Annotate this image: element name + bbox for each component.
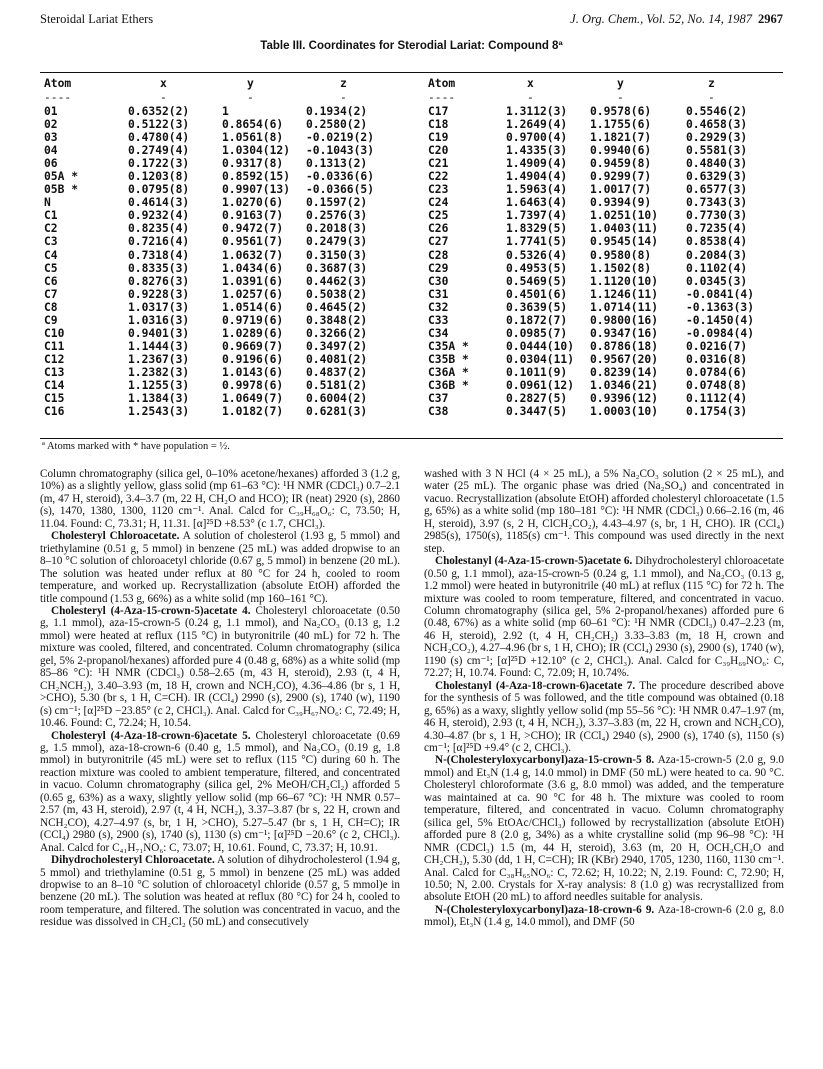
- z-cell: 0.2018(3): [306, 222, 368, 236]
- x-cell: 0.4501(6): [506, 287, 568, 301]
- z-cell: -0.0219(2): [306, 131, 375, 145]
- dash-z-left: -: [340, 91, 347, 104]
- z-cell: 0.1112(4): [686, 392, 748, 406]
- x-cell: 0.1722(3): [128, 157, 190, 171]
- y-cell: 0.9299(7): [590, 170, 652, 184]
- dash-atom-left: ----: [44, 91, 72, 104]
- atom-cell: C10: [44, 326, 65, 340]
- x-cell: 1.4335(3): [506, 144, 568, 158]
- x-cell: 0.4953(5): [506, 261, 568, 275]
- z-cell: -0.0366(5): [306, 183, 375, 197]
- y-cell: 0.8592(15): [222, 170, 291, 184]
- x-cell: 0.7216(4): [128, 235, 190, 249]
- atom-cell: C15: [44, 392, 65, 406]
- atom-cell: C14: [44, 378, 65, 392]
- x-cell: 0.5469(5): [506, 274, 568, 288]
- x-cell: 0.0985(7): [506, 326, 568, 340]
- y-cell: 0.9317(8): [222, 157, 284, 171]
- atom-cell: C20: [428, 144, 449, 158]
- header-atom-left: Atom: [44, 77, 72, 90]
- atom-cell: C32: [428, 300, 449, 314]
- y-cell: 1.1755(6): [590, 118, 652, 132]
- atom-cell: C27: [428, 235, 449, 249]
- atom-cell: C35B *: [428, 352, 469, 366]
- y-cell: 1.0304(12): [222, 144, 291, 158]
- x-cell: 0.5326(4): [506, 248, 568, 262]
- x-cell: 0.9401(3): [128, 326, 190, 340]
- x-cell: 0.8276(3): [128, 274, 190, 288]
- atom-cell: C38: [428, 405, 449, 419]
- atom-cell: C3: [44, 235, 58, 249]
- x-cell: 0.1011(9): [506, 365, 568, 379]
- atom-cell: C18: [428, 118, 449, 132]
- z-cell: 0.4837(2): [306, 365, 368, 379]
- x-cell: 0.3447(5): [506, 405, 568, 419]
- compound-heading: Cholesteryl Chloroacetate.: [51, 530, 180, 543]
- page-number: 2967: [758, 12, 783, 26]
- atom-cell: C19: [428, 131, 449, 145]
- dash-x-right: -: [527, 91, 534, 104]
- atom-cell: 05A *: [44, 170, 79, 184]
- atom-cell: C33: [428, 313, 449, 327]
- y-cell: 1.0391(6): [222, 274, 284, 288]
- table-footnote: ª Atoms marked with * have population = ½.: [42, 441, 230, 452]
- y-cell: 1.0346(21): [590, 378, 659, 392]
- atom-cell: C36B *: [428, 378, 469, 392]
- y-cell: 0.9978(6): [222, 378, 284, 392]
- x-cell: 0.2749(4): [128, 144, 190, 158]
- y-cell: 0.9580(8): [590, 248, 652, 262]
- z-cell: 0.3687(3): [306, 261, 368, 275]
- x-cell: 0.9228(3): [128, 287, 190, 301]
- y-cell: 0.9545(14): [590, 235, 659, 249]
- atom-cell: C6: [44, 274, 58, 288]
- left-z-column: [306, 105, 374, 418]
- x-cell: 0.4780(4): [128, 131, 190, 145]
- paragraph-text: Dihydrocholesteryl chloroacetate (0.50 g, 1.1 mmol), aza-15-crown-5 (0.24 g, 1.1 mmol), and Na₂CO₃ (0.13 g, 1.2 mmol) were heated in butyronitrile (40 mL) at reflux (115 °C) for 72 h. The mixture was cooled to room temperature, filtered, and concentrated in vacuo. Column chromatography (silica gel, 5% 2-propanol/hexanes) afforded pure 6 (0.48, 67%) as a white solid (mp 60–61 °C): ¹H NMR (CDCl₃) 0.47–2.23 (m, 46 H, steroid), 2.92 (t, 4 H, CH₂CH₂) 3.33–3.83 (m, 18 H, crown and NCH₂CO₂), 4.27–4.96 (br s, 1 H, CHO); IR (CCl₄) 2930 (s), 2900 (s), 1740 (w), 1190 (s) cm⁻¹; [α]²⁵D +12.10° (c 2, CHCl₃). Anal. Calcd for C₃₉H₆₉NO₆: C, 72.27; H, 10.74. Found: C, 72.09; H, 10.74%.: [424, 555, 785, 680]
- z-cell: 0.1313(2): [306, 157, 368, 171]
- x-cell: 0.0795(8): [128, 183, 190, 197]
- y-cell: 1.0017(7): [590, 183, 652, 197]
- left-x-column: [128, 105, 189, 418]
- y-cell: 0.9561(7): [222, 235, 284, 249]
- atom-cell: C8: [44, 300, 58, 314]
- atom-cell: C1: [44, 209, 58, 223]
- x-cell: 1.1255(3): [128, 378, 190, 392]
- z-cell: -0.1450(4): [686, 313, 755, 327]
- compound-heading: Cholesteryl (4-Aza-18-crown-6)acetate 5.: [51, 729, 251, 742]
- y-cell: 1.0251(10): [590, 209, 659, 223]
- x-cell: 1.2649(4): [506, 118, 568, 132]
- z-cell: 0.3266(2): [306, 326, 368, 340]
- x-cell: 1.4904(4): [506, 170, 568, 184]
- atom-cell: C4: [44, 248, 58, 262]
- atom-cell: 02: [44, 118, 58, 132]
- y-cell: 1: [222, 105, 229, 118]
- x-cell: 0.8335(3): [128, 261, 190, 275]
- coordinates-table: [40, 60, 783, 463]
- atom-cell: 04: [44, 144, 58, 158]
- compound-heading: N-(Cholesteryloxycarbonyl)aza-15-crown-5 8.: [435, 754, 655, 767]
- z-cell: 0.6281(3): [306, 405, 368, 419]
- running-header: [40, 12, 783, 32]
- z-cell: 0.7235(4): [686, 222, 748, 236]
- y-cell: 1.1502(8): [590, 261, 652, 275]
- y-cell: 1.0561(8): [222, 131, 284, 145]
- y-cell: 0.8654(6): [222, 118, 284, 132]
- header-y-left: y: [247, 77, 254, 90]
- z-cell: 0.0784(6): [686, 365, 748, 379]
- z-cell: 0.4081(2): [306, 352, 368, 366]
- paragraph-text: Cholesteryl chloroacetate (0.50 g, 1.1 mmol), aza-15-crown-5 (0.24 g, 1.1 mmol), and Na₂CO₃ (0.13 g, 1.2 mmol) were heated at reflux (115 °C) in butyronitrile (40 mL) for 72 h. The mixture was cooled, filtered, and concentrated. Column chromatography (silica gel, 5% 2-propanol/hexanes) afforded pure 4 (0.48 g, 68%) as a white solid (mp 85–86 °C): ¹H NMR (CDCl₃) 0.58–2.65 (m, 43 H, steroid), 2.93 (t, 4 H, CH₂NCH₂), 3.40–3.93 (m, 18 H, crown and NCH₂CO), 4.36–4.86 (br s, 1 H, >CHO), 5.30 (br s, 1 H, C=CH). IR (CCl₄) 2990 (s), 2900 (s), 1740 (w), 1190 (s) cm⁻¹; [α]²⁵D −23.85° (c 2, CHCl₃). Anal. Calcd for C₃₉H₆₇NO₆: C, 72.49; H, 10.46. Found: C, 72.24; H, 10.54.: [40, 604, 400, 730]
- body-paragraph: [424, 754, 784, 903]
- y-cell: 0.9394(9): [590, 196, 652, 210]
- z-cell: 0.5546(2): [686, 105, 748, 118]
- x-cell: 1.0316(3): [128, 313, 190, 327]
- z-cell: 0.6329(3): [686, 170, 748, 184]
- x-cell: 1.5963(4): [506, 183, 568, 197]
- atom-cell: C5: [44, 261, 58, 275]
- y-cell: 0.9396(12): [590, 392, 659, 406]
- header-x-left: x: [160, 77, 167, 90]
- y-cell: 1.0143(6): [222, 365, 284, 379]
- x-cell: 0.0961(12): [506, 378, 575, 392]
- compound-heading: Cholestanyl (4-Aza-15-crown-5)acetate 6.: [435, 555, 633, 568]
- z-cell: 0.4840(3): [686, 157, 748, 171]
- atom-cell: C12: [44, 352, 65, 366]
- atom-cell: C9: [44, 313, 58, 327]
- running-title: Steroidal Lariat Ethers: [40, 12, 154, 26]
- atom-cell: 06: [44, 157, 58, 171]
- paragraph-text: Cholesteryl chloroacetate (0.69 g, 1.5 mmol), aza-18-crown-6 (0.40 g, 1.5 mmol), and Na₂CO₃ (0.19 g, 1.8 mmol) in butyronitrile (45 mL) were set to reflux (115 °C) during 60 h. The reaction mixture was cooled to ambient temperature, filtered, and concentrated in vacuo. Column chromatography (silica gel, 2% MeOH/CH₂Cl₂) afforded 5 (0.65 g, 63%) as a waxy, slightly yellow solid (mp 66–67 °C): ¹H NMR 0.57–2.57 (m, 43 H, steroid), 2.97 (t, 4 H, NCH₂), 3.37–3.87 (br s, 22 H, crown and NCH₂CO), 4.27–4.97 (s, br, 1 H, >CHO), 5.27–5.47 (br s, 1 H, CH=C); IR (CCl₄) 2980 (s), 2900 (s), 1740 (s), 1130 (s) cm⁻¹; [α]²⁵D −20.6° (c 2, CHCl₃). Anal. Calcd for C₄₁H₇₁NO₆: C, 73.07; H, 10.61. Found, C, 73.37; H, 10.91.: [40, 729, 400, 854]
- x-cell: 1.2543(3): [128, 405, 190, 419]
- y-cell: 1.0514(6): [222, 300, 284, 314]
- atom-cell: C17: [428, 105, 449, 118]
- z-cell: 0.4658(3): [686, 118, 748, 132]
- body-paragraph: [40, 530, 400, 605]
- x-cell: 1.0317(3): [128, 300, 190, 314]
- y-cell: 0.9800(16): [590, 313, 659, 327]
- y-cell: 1.0270(6): [222, 196, 284, 210]
- x-cell: 1.3112(3): [506, 105, 568, 118]
- header-y-right: y: [617, 77, 624, 90]
- y-cell: 0.9669(7): [222, 339, 284, 353]
- z-cell: 0.0216(7): [686, 339, 748, 353]
- body-paragraph: [40, 605, 400, 730]
- y-cell: 1.0649(7): [222, 392, 284, 406]
- header-atom-right: Atom: [428, 77, 456, 90]
- x-cell: 1.2382(3): [128, 365, 190, 379]
- paragraph-text: Aza-18-crown-6 (2.0 g, 8.0 mmol), Et₃N (1.4 g, 14.0 mmol), and DMF (50: [424, 903, 784, 929]
- atom-cell: C30: [428, 274, 449, 288]
- y-cell: 1.1120(10): [590, 274, 659, 288]
- body-paragraph: [424, 904, 784, 929]
- y-cell: 1.0289(6): [222, 326, 284, 340]
- paragraph-text: Column chromatography (silica gel, 0–10% acetone/hexanes) afforded 3 (1.2 g, 10%) as a slightly yellow, glass solid (mp 61–63 °C): ¹H NMR (CDCl₃) 0.7–2.1 (m, 47 H, steroid), 3.4–3.7 (m, 22 H, CH₂O and HCO); IR (neat) 2920 (s), 2860 (s), 1470, 1380, 1300, 1120 cm⁻¹. Anal. Calcd for C₃₉H₆₈O₆: C, 73.50; H, 11.04. Found: C, 73.31; H, 11.31. [α]²⁵D +8.53° (c 1.7, CHCl₃).: [40, 468, 400, 530]
- atom-cell: C37: [428, 392, 449, 406]
- table-caption: Table III. Coordinates for Sterodial Lariat: Compound 8ª: [260, 40, 563, 52]
- x-cell: 0.7318(4): [128, 248, 190, 262]
- z-cell: 0.6004(2): [306, 392, 368, 406]
- x-cell: 0.4614(3): [128, 196, 190, 210]
- x-cell: 0.6352(2): [128, 105, 190, 118]
- body-paragraph: [424, 680, 784, 755]
- atom-cell: C7: [44, 287, 58, 301]
- x-cell: 0.1872(7): [506, 313, 568, 327]
- y-cell: 0.9472(7): [222, 222, 284, 236]
- atom-cell: C34: [428, 326, 449, 340]
- z-cell: 0.5581(3): [686, 144, 748, 158]
- dash-y-right: -: [617, 91, 624, 104]
- dash-x-left: -: [160, 91, 167, 104]
- atom-cell: C23: [428, 183, 449, 197]
- table-top-rule: [40, 72, 783, 73]
- y-cell: 1.0003(10): [590, 405, 659, 419]
- z-cell: 0.1102(4): [686, 261, 748, 275]
- y-cell: 0.9907(13): [222, 183, 291, 197]
- x-cell: 0.0304(11): [506, 352, 575, 366]
- z-cell: -0.1363(3): [686, 300, 755, 314]
- dash-y-left: -: [247, 91, 254, 104]
- y-cell: 0.9347(16): [590, 326, 659, 340]
- x-cell: 1.2367(3): [128, 352, 190, 366]
- x-cell: 0.5122(3): [128, 118, 190, 132]
- right-y-column: [590, 105, 658, 418]
- y-cell: 1.0714(11): [590, 300, 659, 314]
- z-cell: 0.3848(2): [306, 313, 368, 327]
- atom-cell: C28: [428, 248, 449, 262]
- paragraph-text: A solution of cholesterol (1.93 g, 5 mmol) and triethylamine (0.51 g, 5 mmol) in benzene (25 mL) was added dropwise to an 8–10 °C solution of chloroacetyl chloride (0.67 g, 5 mmol) in benzene (20 mL). The solution was heated under reflux at 80 °C for 24 h, cooled to room temperature, and worked up. Recrystallization (absolute EtOH) afforded the title compound (1.53 g, 66%) as a white solid (mp 160–161 °C).: [40, 530, 401, 605]
- x-cell: 1.4909(4): [506, 157, 568, 171]
- z-cell: 0.3150(3): [306, 248, 368, 262]
- right-atom-column: [428, 105, 469, 418]
- paragraph-text: A solution of dihydrocholesterol (1.94 g, 5 mmol) and triethylamine (0.51 g, 5 mmol) in benzene (25 mL) was added dropwise to an 8–10 °C solution of chloroacetyl chloride (0.57 g, 5 mmol)e in benzene (20 mL). The solution was heated at reflux (80 °C) for 24 h, cooled to room temperature, and filtered. The solution was concentrated in vacuo, and the residue was dissolved in CH₂Cl₂ (50 mL) and consecutively: [40, 854, 401, 929]
- x-cell: 1.7741(5): [506, 235, 568, 249]
- y-cell: 0.8239(14): [590, 365, 659, 379]
- y-cell: 0.8786(18): [590, 339, 659, 353]
- atom-cell: C2: [44, 222, 58, 236]
- atom-cell: C25: [428, 209, 449, 223]
- body-paragraph: [424, 555, 784, 680]
- left-y-column: [222, 105, 290, 418]
- dash-z-right: -: [708, 91, 715, 104]
- x-cell: 0.1203(8): [128, 170, 190, 184]
- z-cell: 0.2929(3): [686, 131, 748, 145]
- dash-atom-right: ----: [428, 91, 456, 104]
- x-cell: 1.8329(5): [506, 222, 568, 236]
- atom-cell: C29: [428, 261, 449, 275]
- atom-cell: C16: [44, 405, 65, 419]
- atom-cell: C26: [428, 222, 449, 236]
- z-cell: -0.0984(4): [686, 326, 755, 340]
- compound-heading: N-(Cholesteryloxycarbonyl)aza-18-crown-6 9.: [435, 903, 655, 916]
- y-cell: 0.9567(20): [590, 352, 659, 366]
- atom-cell: C35A *: [428, 339, 469, 353]
- x-cell: 0.9700(4): [506, 131, 568, 145]
- right-x-column: [506, 105, 574, 418]
- x-cell: 1.7397(4): [506, 209, 568, 223]
- atom-cell: C13: [44, 365, 65, 379]
- atom-cell: N: [44, 196, 51, 210]
- y-cell: 1.1246(11): [590, 287, 659, 301]
- right-text-column: [424, 468, 784, 929]
- body-paragraph: [40, 468, 400, 530]
- y-cell: 0.9163(7): [222, 209, 284, 223]
- x-cell: 0.3639(5): [506, 300, 568, 314]
- y-cell: 1.0434(6): [222, 261, 284, 275]
- header-z-right: z: [708, 77, 715, 90]
- z-cell: 0.5038(2): [306, 287, 368, 301]
- body-paragraph: [424, 468, 784, 555]
- x-cell: 0.8235(4): [128, 222, 190, 236]
- z-cell: 0.3497(2): [306, 339, 368, 353]
- journal-name: J. Org. Chem., Vol. 52, No. 14, 1987: [570, 12, 752, 26]
- x-cell: 0.0444(10): [506, 339, 575, 353]
- atom-cell: 01: [44, 105, 58, 118]
- z-cell: 0.7343(3): [686, 196, 748, 210]
- atom-cell: 05B *: [44, 183, 79, 197]
- compound-heading: Dihydrocholesteryl Chloroacetate.: [51, 854, 215, 867]
- body-paragraph: [40, 854, 400, 929]
- y-cell: 1.1821(7): [590, 131, 652, 145]
- z-cell: -0.0336(6): [306, 170, 375, 184]
- z-cell: 0.4462(3): [306, 274, 368, 288]
- z-cell: 0.1597(2): [306, 196, 368, 210]
- z-cell: 0.4645(2): [306, 300, 368, 314]
- x-cell: 0.2827(5): [506, 392, 568, 406]
- z-cell: 0.6577(3): [686, 183, 748, 197]
- atom-cell: C36A *: [428, 365, 469, 379]
- compound-heading: Cholestanyl (4-Aza-18-crown-6)acetate 7.: [435, 679, 636, 692]
- y-cell: 0.9940(6): [590, 144, 652, 158]
- y-cell: 0.9719(6): [222, 313, 284, 327]
- z-cell: 0.2580(2): [306, 118, 368, 132]
- atom-cell: C31: [428, 287, 449, 301]
- z-cell: 0.0345(3): [686, 274, 748, 288]
- paragraph-text: The procedure described above for the synthesis of 5 was followed, and the title compound was obtained (0.18 g, 65%) as a waxy, slightly yellow solid (mp 55–56 °C): ¹H NMR 0.47–1.97 (m, 46 H, steroid), 2.93 (t, 4 H, NCH₂), 3.37–3.83 (m, 22 H, crown and NCH₂CO), 4.30–4.87 (br s, 1 H, >CHO); IR (CCl₄) 2940 (s), 2900 (s), 1740 (s), 1150 (s) cm⁻¹; [α]²⁵D +9.4° (c 2, CHCl₃).: [424, 679, 784, 754]
- paragraph-text: Aza-15-crown-5 (2.0 g, 9.0 mmol) and Et₃N (1.4 g, 14.0 mmol) in DMF (50 mL) were heated to ca. 90 °C. Cholesteryl chloroformate (3.6 g, 8.0 mmol) was added, and the temperature was maintained at ca. 90 °C for 48 h. The mixture was cooled to room temperature, filtered, and concentrated in vacuo. Column chromatography (silica gel, 5% EtOAc/CHCl₃) followed by recrystallization (absolute EtOH) afforded pure 8 (2.0 g, 34%) as a white crystalline solid (mp 96–98 °C): ¹H NMR (CDCl₃) 1.5 (m, 44 H, steroid), 3.63 (m, 20 H, OCH₂CH₂O and CH₂CH₂), 5.30 (dd, 1 H, C=CH); IR (KBr) 2940, 1705, 1230, 1160, 1130 cm⁻¹. Anal. Calcd for C₃₈H₆₅NO₆: C, 72.62; H, 10.22; N, 2.19. Found: C, 72.90; H, 10.50; N, 2.00. Crystals for X-ray analysis: 8 (1.0 g) was recrystallized from absolute EtOH (20 mL) to afford needles suitable for analysis.: [424, 754, 784, 904]
- y-cell: 1.0182(7): [222, 405, 284, 419]
- paragraph-text: washed with 3 N HCl (4 × 25 mL), a 5% Na₂CO₃ solution (2 × 25 mL), and water (25 mL). The organic phase was dried (Na₂SO₄) and concentrated in vacuo. Recrystallization (absolute EtOH) afforded cholesteryl chloroacetate (1.5 g, 65%) as a white solid (mp 180–181 °C): ¹H NMR (CDCl₃) 0.66–2.16 (m, 46 H, steroid), 3.97 (s, 2 H, ClCH₂CO₂), 4.43–4.97 (s, br, 1 H, CHO). IR (CCl₄) 2985(s), 1750(s), 1185(s) cm⁻¹. This compound was used directly in the next step.: [424, 468, 784, 555]
- left-atom-column: [44, 105, 78, 418]
- y-cell: 0.9459(8): [590, 157, 652, 171]
- z-cell: 0.7730(3): [686, 209, 748, 223]
- z-cell: 0.5181(2): [306, 378, 368, 392]
- x-cell: 1.1384(3): [128, 392, 190, 406]
- z-cell: 0.2576(3): [306, 209, 368, 223]
- z-cell: -0.0841(4): [686, 287, 755, 301]
- y-cell: 1.0257(6): [222, 287, 284, 301]
- z-cell: 0.1934(2): [306, 105, 368, 118]
- atom-cell: C24: [428, 196, 449, 210]
- atom-cell: C22: [428, 170, 449, 184]
- z-cell: -0.1043(3): [306, 144, 375, 158]
- table-bottom-rule: [40, 438, 783, 439]
- z-cell: 0.2479(3): [306, 235, 368, 249]
- body-paragraph: [40, 730, 400, 855]
- journal-citation: [570, 12, 783, 27]
- compound-heading: Cholesteryl (4-Aza-15-crown-5)acetate 4.: [51, 604, 251, 617]
- y-cell: 1.0403(11): [590, 222, 659, 236]
- atom-cell: C21: [428, 157, 449, 171]
- z-cell: 0.2084(3): [686, 248, 748, 262]
- z-cell: 0.1754(3): [686, 405, 748, 419]
- z-cell: 0.8538(4): [686, 235, 748, 249]
- x-cell: 1.6463(4): [506, 196, 568, 210]
- z-cell: 0.0316(8): [686, 352, 748, 366]
- atom-cell: C11: [44, 339, 65, 353]
- x-cell: 1.1444(3): [128, 339, 190, 353]
- header-z-left: z: [340, 77, 347, 90]
- atom-cell: 03: [44, 131, 58, 145]
- y-cell: 1.0632(7): [222, 248, 284, 262]
- left-text-column: [40, 468, 400, 929]
- y-cell: 0.9196(6): [222, 352, 284, 366]
- y-cell: 0.9578(6): [590, 105, 652, 118]
- header-x-right: x: [527, 77, 534, 90]
- z-cell: 0.0748(8): [686, 378, 748, 392]
- right-z-column: [686, 105, 754, 418]
- x-cell: 0.9232(4): [128, 209, 190, 223]
